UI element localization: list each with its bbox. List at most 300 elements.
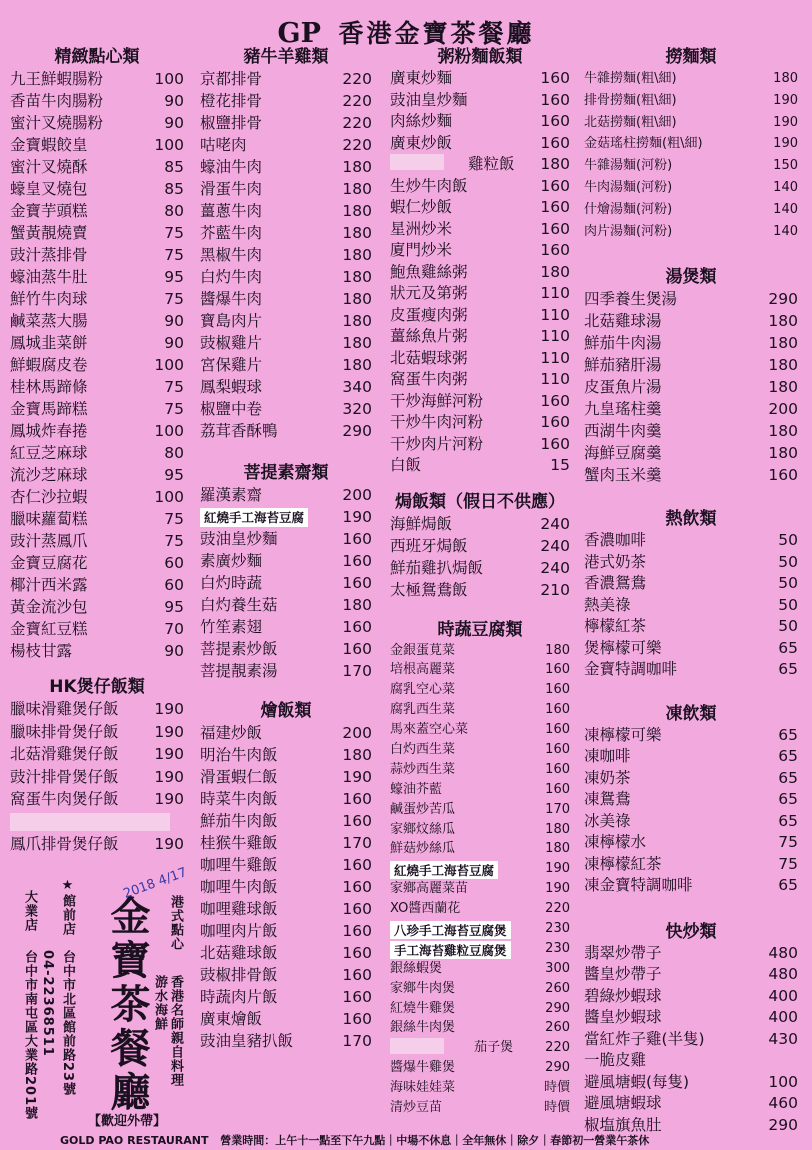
menu-item-congee xyxy=(390,240,570,262)
menu-item-name: 楊枝甘露 xyxy=(10,642,73,660)
menu-item-congee xyxy=(390,326,570,348)
menu-item-price: 180 xyxy=(342,746,372,764)
menu-item-name: 凍奶茶 xyxy=(584,768,631,787)
menu-item-name: 寶島肉片 xyxy=(200,312,263,330)
menu-item-dimsum xyxy=(10,376,184,398)
menu-item-congee xyxy=(390,219,570,241)
menu-item-price: 15 xyxy=(550,456,570,474)
menu-item-price: 200 xyxy=(342,724,372,742)
menu-item-name: 豉椒雞片 xyxy=(200,334,263,352)
menu-item-claypot xyxy=(10,788,184,811)
menu-item-tofu xyxy=(390,660,570,680)
menu-item-stew xyxy=(200,722,372,744)
menu-item-price: 160 xyxy=(342,988,372,1006)
menu-item-price: 160 xyxy=(545,682,570,698)
menu-item-dimsum xyxy=(10,420,184,442)
menu-item-name: 八珍手工海苔豆腐煲 xyxy=(390,921,511,939)
menu-item-name: 香苗牛肉腸粉 xyxy=(10,92,104,110)
menu-item-name: 窩蛋牛肉粥 xyxy=(390,370,468,388)
menu-item-congee xyxy=(390,133,570,155)
section-title-dimsum: 精緻點心類 xyxy=(54,47,140,67)
menu-item-tofu xyxy=(390,839,570,859)
menu-item-dimsum xyxy=(10,640,184,662)
menu-item-name: 四季養生煲湯 xyxy=(584,290,678,309)
menu-item-name: 馬來蓋空心菜 xyxy=(390,722,469,738)
menu-item-name: 北菇滑雞煲仔飯 xyxy=(10,745,119,763)
menu-item-price: 180 xyxy=(768,444,798,463)
menu-item-name: 排骨撈麵(粗\細) xyxy=(584,92,677,108)
menu-item-congee xyxy=(390,348,570,370)
menu-item-price: 430 xyxy=(768,1029,798,1048)
menu-item-name: 薑蔥牛肉 xyxy=(200,202,263,220)
menu-item-name: 九王鮮蝦腸粉 xyxy=(10,70,104,88)
menu-item-price: 190 xyxy=(545,881,570,897)
menu-item-price: 180 xyxy=(768,378,798,397)
menu-item-soup xyxy=(584,442,798,464)
menu-item-name: 白灼牛肉 xyxy=(200,268,263,286)
menu-item-name: 紅燒牛雞煲 xyxy=(390,1000,456,1016)
menu-item-name: 九皇瑤柱羹 xyxy=(584,400,662,419)
menu-item-name: 鳳爪排骨煲仔飯 xyxy=(10,834,119,853)
menu-item-name: 熱美祿 xyxy=(584,595,631,614)
english-name: GOLD PAO RESTAURANT xyxy=(60,1134,209,1147)
menu-item-tofu xyxy=(390,800,570,820)
menu-item-price: 160 xyxy=(540,434,570,453)
menu-item-price: 240 xyxy=(540,536,570,555)
menu-item-meat xyxy=(200,332,372,354)
menu-item-congee xyxy=(390,154,570,176)
menu-item-name: 碧綠炒蝦球 xyxy=(584,986,662,1005)
menu-item-name: 菩提素炒飯 xyxy=(200,640,278,658)
menu-item-name: 杏仁沙拉蝦 xyxy=(10,488,88,506)
menu-item-price: 65 xyxy=(778,747,798,766)
menu-item-meat xyxy=(200,134,372,156)
menu-item-price: 170 xyxy=(545,801,570,817)
menu-item-name: 狀元及第粥 xyxy=(390,284,468,302)
menu-item-name: 滑蛋蝦仁飯 xyxy=(200,768,278,786)
menu-item-price: 90 xyxy=(164,114,184,132)
menu-item-stirfry xyxy=(584,1072,798,1094)
menu-item-price: 160 xyxy=(540,176,570,195)
menu-item-name: 時菜牛肉飯 xyxy=(200,790,278,808)
menu-item-name: 什燴湯麵(河粉) xyxy=(584,201,673,217)
menu-item-name: 咖哩牛肉飯 xyxy=(200,878,278,896)
menu-item-price: 160 xyxy=(342,856,372,874)
menu-item-name: 北菇雞球飯 xyxy=(200,944,278,962)
menu-item-price: 180 xyxy=(342,290,372,308)
menu-item-tofu xyxy=(390,899,570,919)
menu-item-price: 480 xyxy=(768,943,798,962)
menu-item-name: 白飯 xyxy=(390,456,422,474)
menu-item-name: 咕咾肉 xyxy=(200,136,247,154)
menu-item-price: 190 xyxy=(154,745,184,763)
menu-item-name: 凍檸檬紅茶 xyxy=(584,854,662,873)
menu-item-name: 薑絲魚片粥 xyxy=(390,327,468,345)
menu-item-soup xyxy=(584,310,798,332)
brand-logo-text: GP xyxy=(277,18,321,49)
menu-item-name: 培根高麗菜 xyxy=(390,662,456,678)
menu-item-dimsum xyxy=(10,112,184,134)
section-title-stew: 燴飯類 xyxy=(260,701,312,721)
menu-item-name: 鮮竹牛肉球 xyxy=(10,290,88,308)
menu-item-price: 95 xyxy=(164,466,184,484)
menu-item-price: 220 xyxy=(342,114,372,132)
menu-item-soup xyxy=(584,420,798,442)
menu-item-congee xyxy=(390,262,570,284)
menu-item-veg xyxy=(200,572,372,594)
menu-item-name: 鹹菜蒸大腸 xyxy=(10,312,88,330)
menu-item-name: 當紅炸子雞(半隻) xyxy=(584,1029,705,1048)
menu-item-price: 180 xyxy=(342,224,372,242)
menu-item-name: 凍咖啡 xyxy=(584,747,631,766)
menu-item-price: 170 xyxy=(342,834,372,852)
menu-item-name: 明治牛肉飯 xyxy=(200,746,278,764)
menu-item-price: 190 xyxy=(154,790,184,808)
menu-item-congee xyxy=(390,68,570,90)
menu-item-meat xyxy=(200,112,372,134)
menu-item-price: 50 xyxy=(778,617,798,636)
menu-item-name: 椰汁西米露 xyxy=(10,576,88,594)
menu-item-price: 460 xyxy=(768,1094,798,1113)
menu-item-price: 85 xyxy=(164,158,184,176)
menu-item-price: 65 xyxy=(778,790,798,809)
tag-chef: 香港名師親自料理 xyxy=(168,975,183,1087)
menu-item-price: 180 xyxy=(540,262,570,281)
menu-item-stew xyxy=(200,832,372,854)
menu-item-price: 180 xyxy=(342,356,372,374)
menu-item-name: 金寶紅豆糕 xyxy=(10,620,88,638)
menu-item-name: 鮑魚雞絲粥 xyxy=(390,262,468,281)
menu-item-claypot xyxy=(10,698,184,721)
menu-item-name: 橙花排骨 xyxy=(200,92,263,110)
business-hours: 營業時間：上午十一點至下午九點｜中場不休息｜全年無休｜除夕｜春節初一營業午茶休 xyxy=(220,1134,650,1147)
menu-item-noodle xyxy=(584,112,798,134)
menu-item-name: 蠔皇叉燒包 xyxy=(10,180,88,198)
menu-item-name: 手工海苔雞粒豆腐煲 xyxy=(390,941,511,959)
menu-item-soup xyxy=(584,464,798,486)
menu-item-stirfry xyxy=(584,1050,798,1072)
menu-item-price: 50 xyxy=(778,531,798,550)
menu-item-tofu xyxy=(390,979,570,999)
menu-item-price: 90 xyxy=(164,92,184,110)
menu-item-name: 蒜炒西生菜 xyxy=(390,761,456,777)
menu-item-price: 220 xyxy=(545,901,570,917)
menu-item-name: 蟹黃靚燒賣 xyxy=(10,224,88,242)
menu-item-cold xyxy=(584,811,798,833)
menu-item-name: 廣東炒飯 xyxy=(390,133,453,152)
menu-item-name: 醬皇炒帶子 xyxy=(584,965,662,984)
menu-item-name: 北菇蝦球粥 xyxy=(390,348,468,367)
menu-item-congee xyxy=(390,369,570,391)
menu-item-price: 290 xyxy=(545,1060,570,1076)
menu-item-name: 干炒牛肉河粉 xyxy=(390,413,484,431)
menu-item-price: 180 xyxy=(768,356,798,375)
menu-item-price: 220 xyxy=(342,92,372,110)
menu-item-price: 100 xyxy=(154,422,184,440)
menu-item-veg xyxy=(200,484,372,506)
menu-item-name: 咖哩牛雞飯 xyxy=(200,856,278,874)
menu-item-dimsum xyxy=(10,244,184,266)
section-title-cold: 凍飲類 xyxy=(665,703,717,724)
menu-item-meat xyxy=(200,376,372,398)
menu-item-stew xyxy=(200,1008,372,1030)
menu-item-congee xyxy=(390,305,570,327)
menu-item-stew xyxy=(200,986,372,1008)
menu-item-name: 流沙芝麻球 xyxy=(10,466,88,484)
menu-item-price: 160 xyxy=(342,530,372,548)
menu-item-name: 銀絲蝦煲 xyxy=(390,960,443,976)
menu-item-name: 肉片湯麵(河粉) xyxy=(584,223,673,239)
menu-item-price: 180 xyxy=(342,268,372,286)
menu-item-meat xyxy=(200,398,372,420)
menu-item-name: 牛雜湯麵(河粉) xyxy=(584,158,673,174)
menu-item-price: 140 xyxy=(773,201,798,217)
menu-item-price: 160 xyxy=(342,878,372,896)
menu-item-congee xyxy=(390,283,570,305)
menu-item-dimsum xyxy=(10,156,184,178)
menu-item-price: 190 xyxy=(773,92,798,108)
menu-item-name: 鹹蛋炒苦瓜 xyxy=(390,801,456,817)
menu-item-name: 避風塘蝦球 xyxy=(584,1094,662,1113)
menu-item-tofu xyxy=(390,720,570,740)
menu-item-name: 雞粒飯 xyxy=(467,155,515,173)
menu-item-name: 凍鴛鴦 xyxy=(584,790,631,809)
menu-item-name: 白灼時蔬 xyxy=(200,574,263,592)
menu-item-price: 90 xyxy=(164,312,184,330)
menu-item-name: 鮮茄牛肉湯 xyxy=(584,334,662,353)
menu-item-name: 清炒豆苗 xyxy=(390,1099,443,1115)
menu-item-price: 140 xyxy=(773,179,798,195)
menu-item-name: 蠔油蒸牛肚 xyxy=(10,268,88,286)
menu-item-price: 150 xyxy=(773,158,798,174)
menu-item-name: 皮蛋瘦肉粥 xyxy=(390,305,468,324)
menu-item-name: 京都排骨 xyxy=(200,70,263,88)
menu-item-name: 北菇撈麵(粗\細) xyxy=(584,114,677,130)
menu-item-name: 腐乳西生菜 xyxy=(390,702,456,718)
restaurant-logo-text: 金寶茶餐廳 xyxy=(104,895,151,1115)
menu-item-congee xyxy=(390,90,570,112)
menu-item-name: 腐乳空心菜 xyxy=(390,682,456,698)
menu-item-name: 豉油皇豬扒飯 xyxy=(200,1032,294,1050)
menu-item-baked xyxy=(390,579,570,601)
menu-item-price: 190 xyxy=(154,700,184,718)
menu-item-price: 180 xyxy=(768,334,798,353)
menu-item-price: 160 xyxy=(545,662,570,678)
menu-item-name: 煲檸檬可樂 xyxy=(584,638,662,657)
menu-item-price: 240 xyxy=(540,558,570,577)
menu-item-price: 180 xyxy=(342,180,372,198)
menu-item-name: 牛雜撈麵(粗\細) xyxy=(584,71,677,86)
menu-item-price: 180 xyxy=(545,841,570,857)
footer-bar xyxy=(0,1132,812,1148)
menu-item-stew xyxy=(200,920,372,942)
menu-item-price: 75 xyxy=(778,854,798,873)
menu-item-price: 50 xyxy=(778,595,798,614)
menu-item-stew xyxy=(200,876,372,898)
menu-item-name: 鮮蝦腐皮卷 xyxy=(10,356,88,374)
menu-item-soup xyxy=(584,332,798,354)
menu-item-price: 230 xyxy=(545,940,570,956)
menu-item-baked xyxy=(390,513,570,535)
menu-item-price: 290 xyxy=(768,1115,798,1134)
menu-item-cold xyxy=(584,789,798,811)
menu-header xyxy=(0,14,812,50)
menu-item-name: 豉油皇炒麵 xyxy=(200,530,278,548)
menu-item-name: 竹笙素翅 xyxy=(200,618,263,636)
menu-item-name: 臘味滑雞煲仔飯 xyxy=(10,700,119,718)
menu-item-congee xyxy=(390,391,570,413)
menu-item-price: 100 xyxy=(154,136,184,154)
menu-item-stew xyxy=(200,898,372,920)
menu-item-noodle xyxy=(584,133,798,155)
menu-item-price: 110 xyxy=(540,348,570,367)
section-title-veg: 菩提素齋類 xyxy=(243,463,329,483)
menu-item-name: 椒鹽排骨 xyxy=(200,114,263,132)
menu-item-veg xyxy=(200,528,372,550)
menu-item-meat xyxy=(200,90,372,112)
menu-item-meat xyxy=(200,288,372,310)
menu-item-name: 凍檸檬水 xyxy=(584,833,647,852)
menu-item-name: 滑蛋牛肉 xyxy=(200,180,263,198)
menu-item-dimsum xyxy=(10,310,184,332)
menu-item-name: 家鄉牛肉煲 xyxy=(390,980,456,996)
menu-item-price: 180 xyxy=(545,821,570,837)
menu-item-price: 170 xyxy=(342,662,372,680)
menu-item-dimsum xyxy=(10,464,184,486)
menu-item-dimsum xyxy=(10,596,184,618)
menu-item-noodle xyxy=(584,90,798,112)
menu-item-price: 180 xyxy=(768,422,798,441)
menu-item-price: 220 xyxy=(342,70,372,88)
menu-item-price: 60 xyxy=(164,554,184,572)
menu-item-name: 香濃咖啡 xyxy=(584,531,647,550)
menu-item-price: 320 xyxy=(342,400,372,418)
menu-item-noodle xyxy=(584,68,798,90)
menu-item-price: 180 xyxy=(545,642,570,658)
tag-dimsum: 港式點心 xyxy=(168,895,183,951)
menu-item-price: 160 xyxy=(342,552,372,570)
menu-item-price: 90 xyxy=(164,642,184,660)
menu-item-price: 時價 xyxy=(543,1080,570,1096)
menu-item-name: 宮保雞片 xyxy=(200,356,263,374)
menu-item-name: 肉絲炒麵 xyxy=(390,112,453,130)
menu-item-price: 160 xyxy=(545,741,570,757)
menu-item-price: 160 xyxy=(545,761,570,777)
menu-item-price: 85 xyxy=(164,180,184,198)
menu-item-cold xyxy=(584,725,798,747)
menu-item-name: 羅漢素齋 xyxy=(200,486,263,504)
menu-item-price: 190 xyxy=(342,508,372,526)
menu-item-name: 金寶特調咖啡 xyxy=(584,660,678,679)
menu-item-name: 時蔬肉片飯 xyxy=(200,988,278,1006)
menu-item-tofu xyxy=(390,919,570,939)
menu-item-price: 480 xyxy=(768,965,798,984)
menu-item-meat xyxy=(200,420,372,442)
menu-item-stew xyxy=(200,744,372,766)
redacted-item xyxy=(10,813,170,831)
menu-item-stew xyxy=(200,964,372,986)
menu-item-dimsum xyxy=(10,530,184,552)
menu-item-price: 260 xyxy=(545,1020,570,1036)
menu-item-soup xyxy=(584,398,798,420)
menu-item-meat xyxy=(200,68,372,90)
menu-item-name: 金菇瑤柱撈麵(粗\細) xyxy=(584,136,703,152)
menu-item-dimsum xyxy=(10,332,184,354)
menu-item-tofu xyxy=(390,879,570,899)
menu-item-price: 75 xyxy=(164,378,184,396)
menu-item-price: 160 xyxy=(342,1010,372,1028)
menu-item-name: 豉汁蒸鳳爪 xyxy=(10,532,88,550)
menu-item-price: 160 xyxy=(540,69,570,87)
section-title-soup: 湯煲類 xyxy=(665,267,717,288)
menu-item-price: 75 xyxy=(164,246,184,264)
menu-item-name: 太極鴛鴦飯 xyxy=(390,580,468,599)
menu-item-dimsum xyxy=(10,354,184,376)
menu-item-price: 180 xyxy=(342,596,372,614)
menu-item-price: 220 xyxy=(342,136,372,154)
menu-item-name: 牛肉湯麵(河粉) xyxy=(584,179,673,195)
menu-item-name: 臘味排骨煲仔飯 xyxy=(10,722,119,741)
menu-item-name: 蠔油芥藍 xyxy=(390,781,443,797)
menu-item-price: 160 xyxy=(342,944,372,962)
menu-item-soup xyxy=(584,288,798,310)
menu-item-price: 180 xyxy=(342,158,372,176)
menu-item-tofu xyxy=(390,820,570,840)
menu-item-price: 170 xyxy=(342,1032,372,1050)
menu-item-tofu xyxy=(390,700,570,720)
menu-item-name: 西班牙焗飯 xyxy=(390,536,468,555)
menu-item-congee xyxy=(390,176,570,198)
menu-item-price: 190 xyxy=(154,767,184,786)
menu-item-tofu xyxy=(390,1098,570,1118)
menu-item-tofu xyxy=(390,740,570,760)
menu-item-price: 340 xyxy=(342,378,372,396)
branch-guanqian-name: ★館前店 xyxy=(60,878,75,936)
menu-item-stirfry xyxy=(584,1093,798,1115)
menu-item-dimsum xyxy=(10,574,184,596)
menu-item-dimsum xyxy=(10,90,184,112)
menu-item-dimsum xyxy=(10,200,184,222)
section-title-hot: 熱飲類 xyxy=(665,509,717,530)
menu-item-price: 160 xyxy=(540,391,570,410)
menu-item-price: 160 xyxy=(342,966,372,984)
menu-item-price: 75 xyxy=(778,833,798,852)
menu-item-meat xyxy=(200,354,372,376)
menu-item-name: 福建炒飯 xyxy=(200,724,263,742)
menu-item-name: 蠔油牛肉 xyxy=(200,158,263,176)
menu-item-name: 黃金流沙包 xyxy=(10,598,88,616)
menu-item-price: 100 xyxy=(768,1072,798,1091)
menu-item-price: 160 xyxy=(342,640,372,658)
menu-item-dimsum xyxy=(10,288,184,310)
menu-item-price: 65 xyxy=(778,660,798,679)
menu-item-dimsum xyxy=(10,68,184,90)
menu-item-name: 廣東燴飯 xyxy=(200,1010,263,1028)
menu-item-price: 200 xyxy=(342,486,372,504)
menu-item-tofu xyxy=(390,1018,570,1038)
menu-item-name: 星洲炒米 xyxy=(390,219,453,238)
restaurant-name: 香港金寶茶餐廳 xyxy=(338,19,535,48)
menu-item-price: 190 xyxy=(545,861,570,877)
menu-item-price: 110 xyxy=(540,327,570,345)
section-title-noodle: 撈麵類 xyxy=(665,47,717,67)
menu-item-claypot xyxy=(10,743,184,766)
menu-item-price: 65 xyxy=(778,638,798,657)
menu-item-name: 金寶蝦餃皇 xyxy=(10,136,88,154)
menu-item-stew xyxy=(200,766,372,788)
branch-daye-address: 台中市南屯區大業路201號 xyxy=(22,950,37,1121)
menu-item-price: 300 xyxy=(545,960,570,976)
